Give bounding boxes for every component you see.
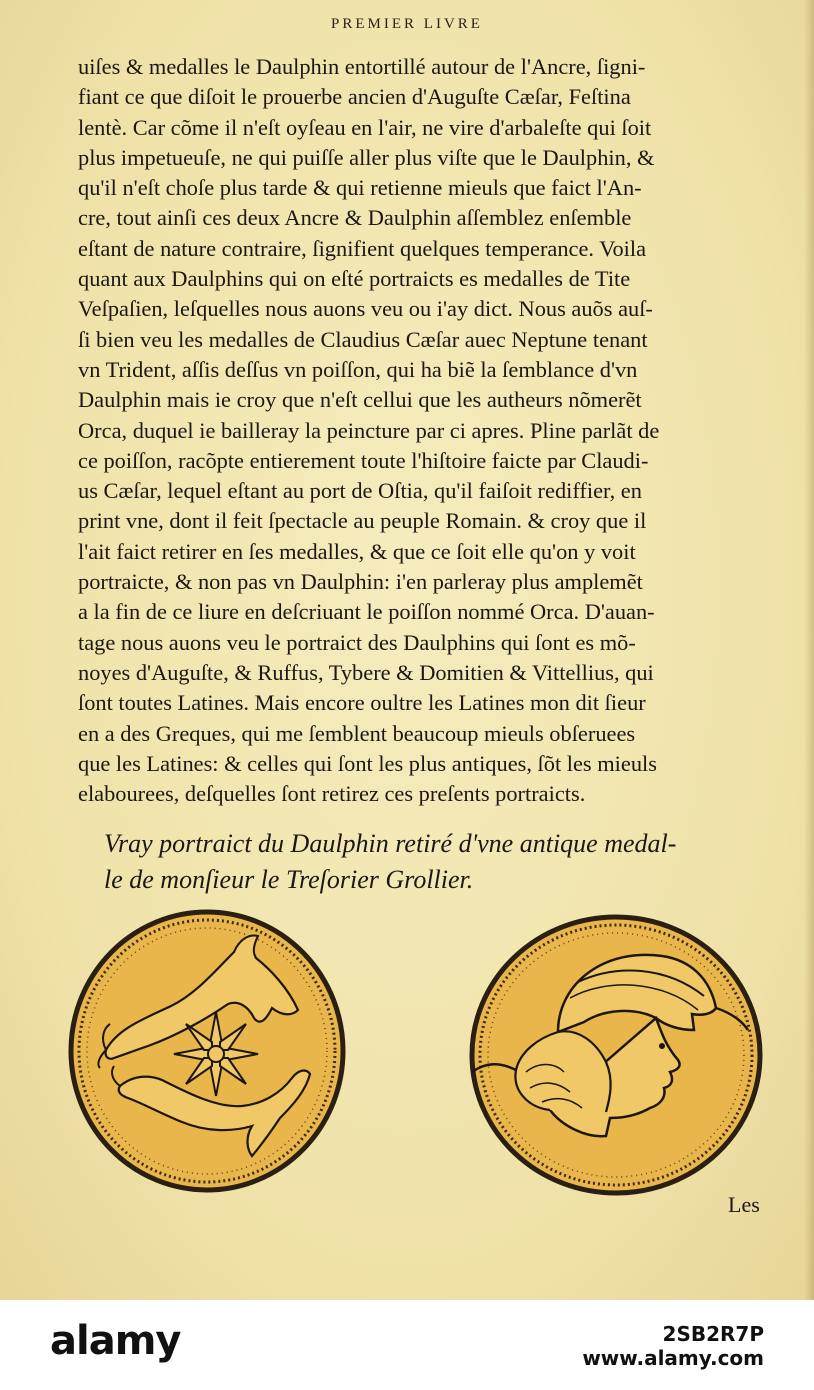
page-edge-shadow — [804, 0, 814, 1300]
text-line: elabourees, deſquelles ſont retirez ces preſents portraicts. — [78, 781, 586, 807]
text-line: cre, tout ainſi ces deux Ancre & Daulphin aſſemblez enſemble — [78, 205, 632, 231]
helmeted-head-coin-icon — [466, 912, 766, 1198]
text-line: en a des Greques, qui me ſemblent beaucoup mieuls obſeruees — [78, 720, 636, 746]
text-line: ſont toutes Latines. Mais encore oultre les Latines mon dit ſieur — [78, 690, 646, 716]
body-text — [78, 52, 778, 809]
text-line: plus impetueuſe, ne qui puiſſe aller plus viſte que le Daulphin, & — [78, 144, 655, 170]
text-line: uiſes & medalles le Daulphin entortillé autour de l'Ancre, ſigni- — [78, 54, 646, 79]
text-line: Veſpaſien, leſquelles nous auons veu ou i'ay dict. Nous auõs auſ- — [78, 296, 653, 322]
text-line: quant aux Daulphins qui on eſté portraicts es medalles de Tite — [78, 266, 631, 292]
text-line: noyes d'Auguſte, & Ruffus, Tybere & Domitien & Vittellius, qui — [78, 659, 654, 685]
figure-caption — [104, 826, 744, 898]
text-line: lentè. Car cõme il n'eſt oyſeau en l'air, ne vire d'arbaleſte qui ſoit — [78, 114, 652, 140]
text-line: l'ait faict retirer en ſes medalles, & que ce ſoit elle qu'on y voit — [78, 538, 636, 564]
text-line: Orca, duquel ie bailleray la peincture par ci apres. Pline parlãt de — [78, 417, 660, 443]
watermark-logo: alamy — [50, 1318, 181, 1364]
dolphin-coin-icon — [66, 908, 348, 1194]
text-line: que les Latines: & celles qui ſont les plus antiques, ſõt les mieuls — [78, 750, 657, 776]
text-line: fiant ce que diſoit le prouerbe ancien d'Auguſte Cæſar, Feſtina — [78, 84, 631, 110]
text-line: ce poiſſon, racõpte entierement toute l'hiſtoire faicte par Claudi- — [78, 447, 649, 473]
watermark-image-id: 2SB2R7P — [662, 1322, 764, 1346]
text-line: portraicte, & non pas vn Daulphin: i'en parleray plus amplemẽt — [78, 569, 643, 595]
caption-line: le de monſieur le Treſorier Grollier. — [104, 865, 474, 894]
text-line: eſtant de nature contraire, ſignifient quelques temperance. Voila — [78, 235, 647, 261]
catchword: Les — [728, 1192, 760, 1217]
running-title: PREMIER LIVRE — [331, 16, 483, 32]
caption-line: Vray portraict du Daulphin retiré d'vne antique medal- — [104, 829, 677, 858]
text-line: us Cæſar, lequel eſtant au port de Oſtia, qu'il faiſoit rediffier, en — [78, 478, 642, 504]
text-line: tage nous auons veu le portraict des Daulphins qui ſont es mõ- — [78, 629, 636, 655]
text-line: a la fin de ce liure en deſcriuant le poiſſon nommé Orca. D'auan- — [78, 599, 655, 625]
text-line: ſi bien veu les medalles de Claudius Cæſar auec Neptune tenant — [78, 326, 648, 352]
text-line: qu'il n'eſt choſe plus tarde & qui retienne mieuls que faict l'An- — [78, 175, 642, 201]
text-line: Daulphin mais ie croy que n'eſt cellui que les autheurs nõmerẽt — [78, 387, 642, 413]
text-line: vn Trident, aſſis deſſus vn poiſſon, qui ha biẽ la ſemblance d'vn — [78, 356, 638, 382]
text-line: print vne, dont il feit ſpectacle au peuple Romain. & croy que il — [78, 508, 647, 534]
watermark-url: www.alamy.com — [582, 1346, 764, 1370]
